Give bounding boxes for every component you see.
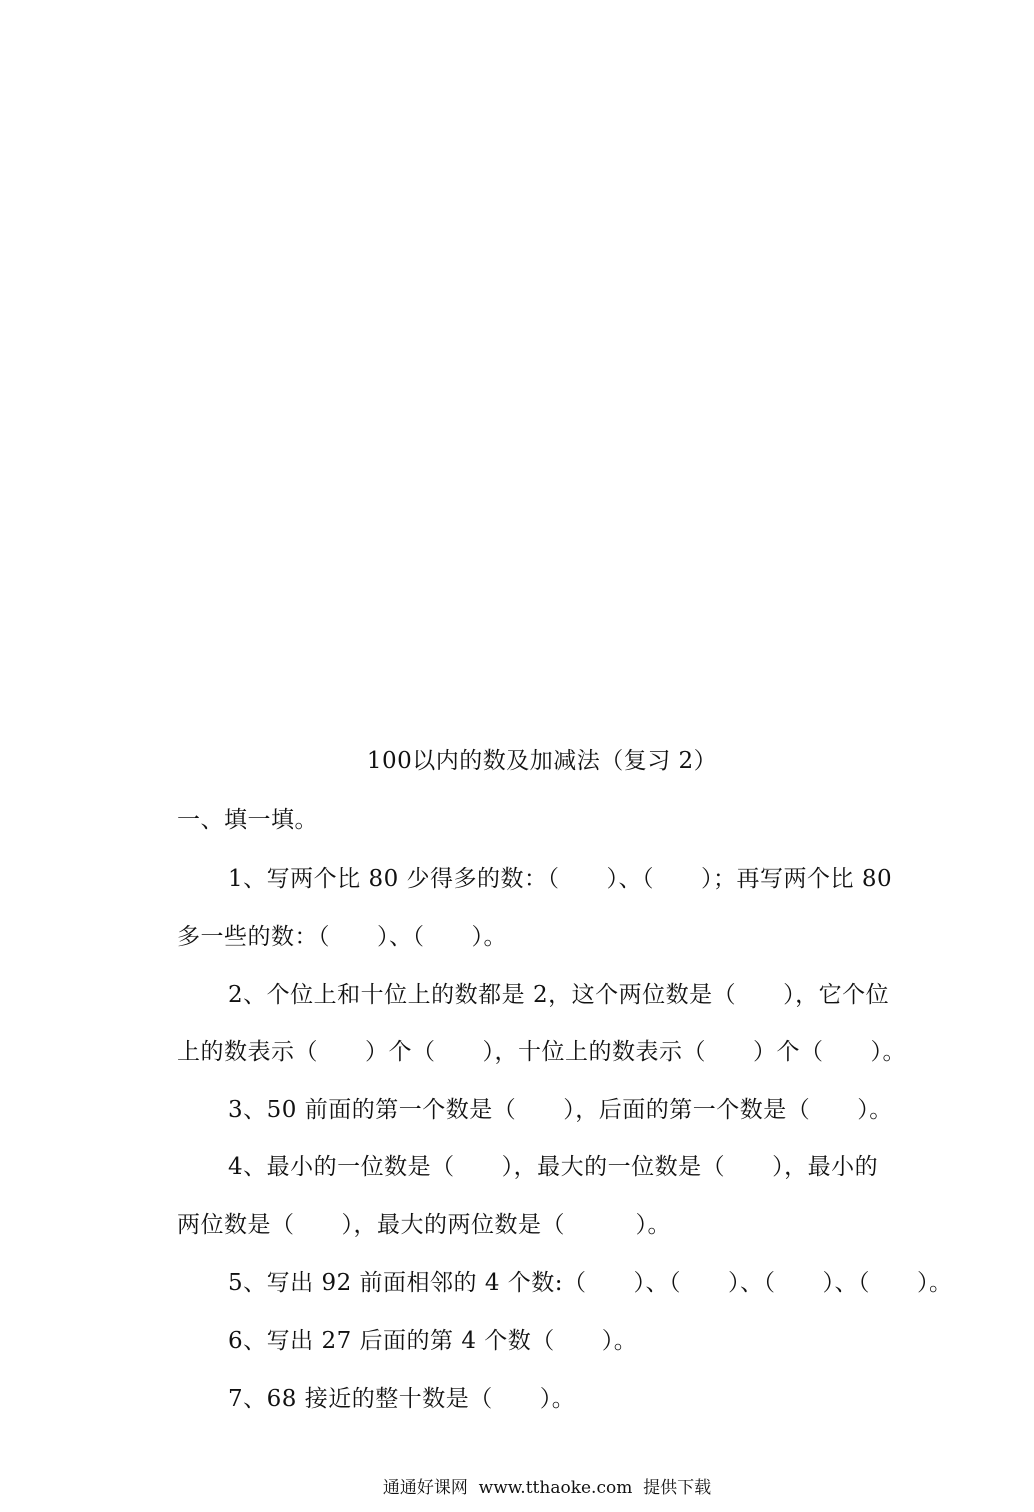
section-heading: 一、填一填。 — [177, 807, 318, 833]
question-5: 5、写出 92 前面相邻的 4 个数:（ ）、（ ）、（ ）、（ ）。 — [228, 1270, 953, 1296]
question-2-line-1: 2、个位上和十位上的数都是 2，这个两位数是（ ），它个位 — [228, 982, 890, 1008]
question-1-line-1: 1、写两个比 80 少得多的数：（ ）、（ ）；再写两个比 80 — [228, 866, 893, 892]
question-3: 3、50 前面的第一个数是（ ），后面的第一个数是（ ）。 — [228, 1097, 893, 1123]
question-2-line-2: 上的数表示（ ）个（ ），十位上的数表示（ ）个（ ）。 — [177, 1039, 906, 1065]
question-1-line-2: 多一些的数：（ ）、（ ）。 — [177, 924, 507, 950]
question-4-line-2: 两位数是（ ），最大的两位数是（ ）。 — [177, 1212, 671, 1238]
question-6: 6、写出 27 后面的第 4 个数（ ）。 — [228, 1328, 638, 1354]
question-7: 7、68 接近的整十数是（ ）。 — [228, 1386, 576, 1412]
question-4-line-1: 4、最小的一位数是（ ），最大的一位数是（ ），最小的 — [228, 1154, 879, 1180]
document-title: 100以内的数及加减法（复习 2） — [366, 748, 718, 774]
footer-source: 通通好课网 www.tthaoke.com 提供下载 — [382, 1478, 712, 1498]
